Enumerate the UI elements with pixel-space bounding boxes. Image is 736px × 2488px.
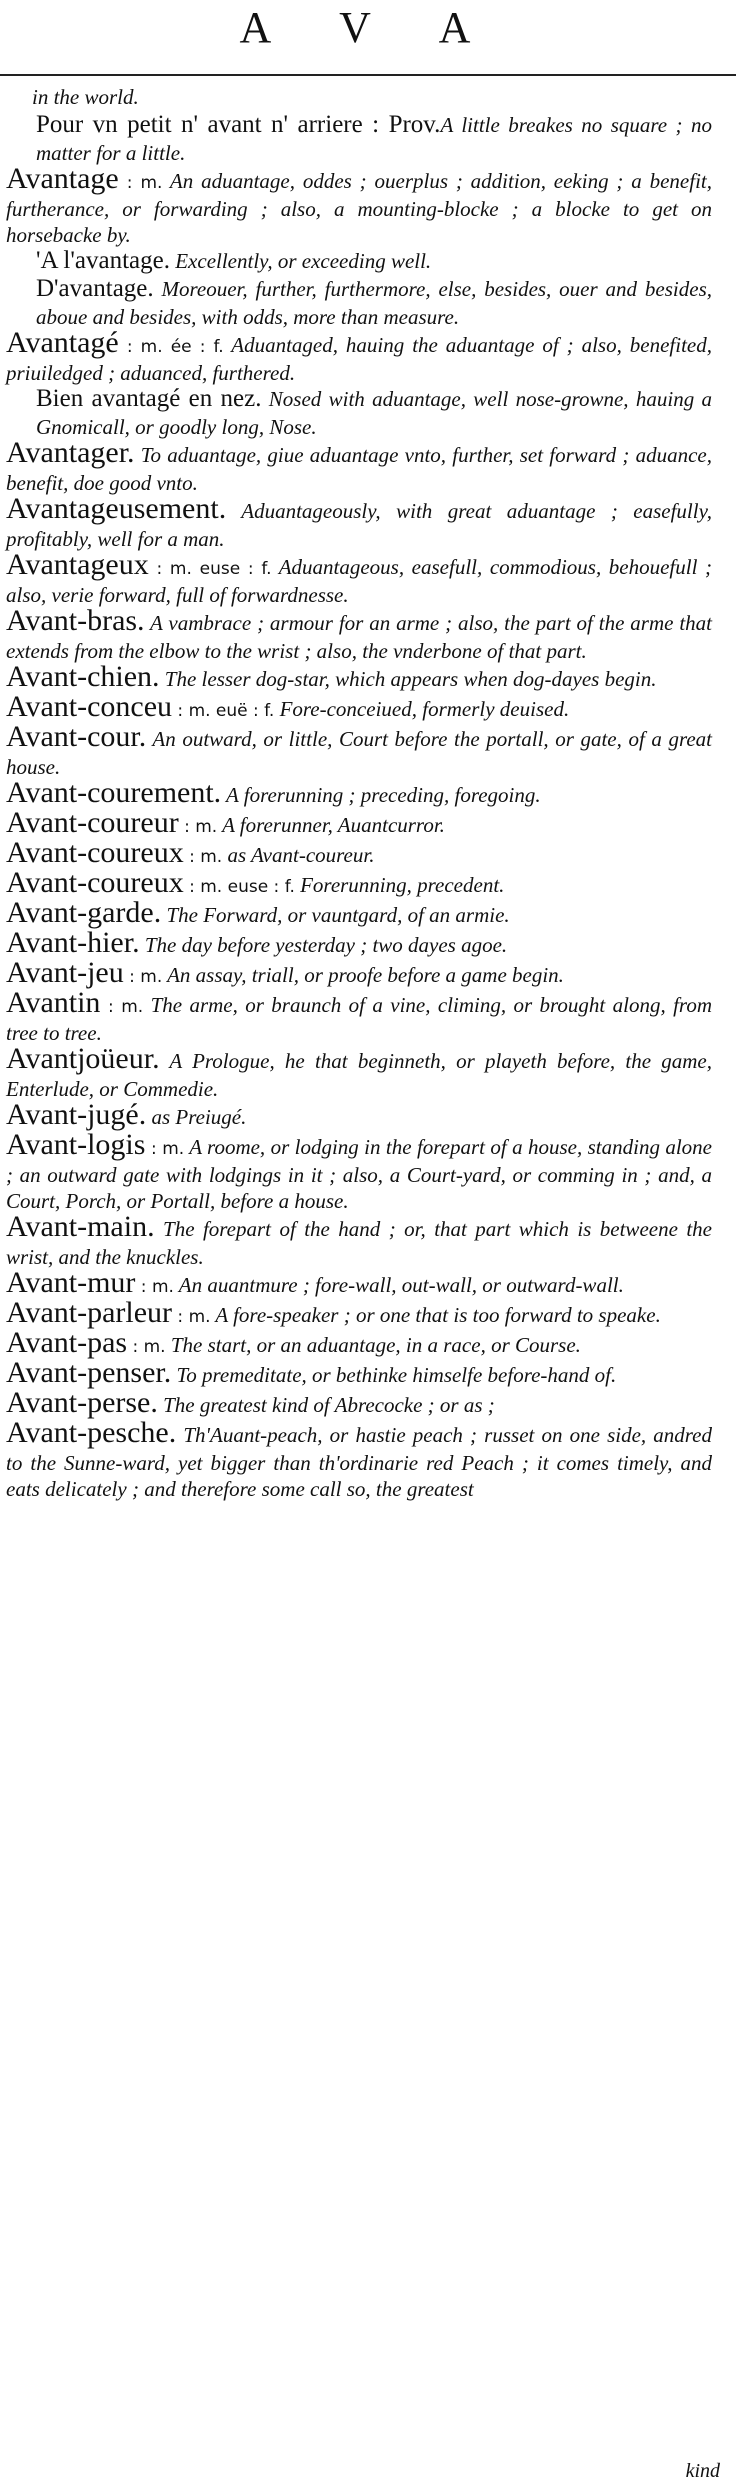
- entry-grammar: : m.: [100, 997, 144, 1017]
- entry-definition: Nosed with aduantage, well nose-growne, hauing a Gnomicall, or goodly long, Nose.: [36, 387, 712, 439]
- dictionary-entry: [6, 436, 712, 496]
- entry-definition: The Forward, or vauntgard, of an armie.: [161, 903, 510, 927]
- entry-grammar: : m.: [145, 1139, 185, 1159]
- entry-definition: The arme, or braunch of a vine, climing, or brought along, from tree to tree.: [6, 993, 712, 1045]
- dictionary-entry: [6, 1042, 712, 1102]
- entry-grammar: : m. euë : f.: [172, 701, 275, 721]
- entry-headword: Avant-jugé.: [6, 1098, 147, 1131]
- dictionary-entry: [6, 604, 712, 664]
- entry-headword: Avant-pas: [6, 1326, 128, 1359]
- entry-headword: 'A l'avantage.: [36, 247, 170, 274]
- entry-headword: Avant-jeu: [6, 956, 124, 989]
- running-head: A V A: [239, 3, 501, 52]
- entry-list: [6, 82, 712, 1502]
- dictionary-entry: [6, 248, 712, 276]
- entry-definition: A vambrace ; armour for an arme ; also, the part of the arme that extends from the elbow to the wrist ; also, the vnderbone of that part.: [6, 611, 712, 663]
- entry-headword: Avant-logis: [6, 1128, 146, 1161]
- entry-definition: An assay, triall, or proofe before a game begin.: [162, 963, 564, 987]
- entry-definition: An outward, or little, Court before the portall, or gate, of a great house.: [6, 727, 712, 779]
- entry-headword: Avant-coureur: [6, 806, 179, 839]
- dictionary-entry: [6, 1416, 712, 1502]
- dictionary-entry: [6, 492, 712, 552]
- entry-definition: The lesser dog-star, which appears when dog-dayes begin.: [159, 667, 657, 691]
- entry-grammar: : m.: [178, 817, 218, 837]
- entry-headword: Avant-courement.: [6, 776, 222, 809]
- entry-definition: Excellently, or exceeding well.: [169, 249, 432, 273]
- entry-headword: Avant-main.: [6, 1210, 155, 1243]
- dictionary-entry: [6, 386, 712, 440]
- entry-definition: The greatest kind of Abrecocke ; or as ;: [157, 1393, 495, 1417]
- entry-definition: An auantmure ; fore-wall, out-wall, or outward-wall.: [173, 1273, 624, 1297]
- entry-definition: The day before yesterday ; two dayes agoe.: [139, 933, 508, 957]
- entry-definition: as Preiugé.: [146, 1105, 247, 1129]
- entry-definition: Fore-conceiued, formerly deuised.: [274, 697, 570, 721]
- entry-headword: Avantageusement.: [6, 492, 227, 525]
- entry-grammar: : m.: [172, 1307, 211, 1327]
- entry-grammar: : m. ée : f.: [118, 337, 224, 357]
- entry-headword: Avant-coureux: [6, 866, 184, 899]
- entry-headword: Avant-bras.: [6, 604, 145, 637]
- entry-definition: in the world.: [32, 85, 139, 109]
- entry-headword: Avantin: [6, 986, 101, 1019]
- entry-grammar: : m.: [135, 1277, 174, 1297]
- entry-grammar: : m.: [123, 967, 163, 987]
- entry-definition: A forerunner, Auantcurror.: [217, 813, 445, 837]
- entry-definition: A forerunning ; preceding, foregoing.: [221, 783, 541, 807]
- header-rule: [0, 74, 736, 76]
- entry-definition: A fore-speaker ; or one that is too forward to speake.: [210, 1303, 661, 1327]
- dictionary-entry: [6, 548, 713, 608]
- entry-headword: Pour vn petit n' avant n' arriere : Prov.: [36, 111, 441, 138]
- entry-grammar: : m.: [127, 1337, 166, 1357]
- entry-headword: Avant-perse.: [6, 1386, 158, 1419]
- dictionary-entry: [6, 112, 712, 166]
- dictionary-entry: [6, 276, 712, 330]
- dictionary-entry: [6, 162, 713, 248]
- dictionary-entry: [6, 326, 712, 386]
- entry-headword: Avantagé: [6, 326, 119, 359]
- entry-definition: A little breakes no square ; no matter for a little.: [36, 113, 712, 165]
- entry-headword: Avant-conceu: [6, 690, 173, 723]
- entry-headword: Avant-cour.: [6, 720, 147, 753]
- entry-grammar: : m.: [118, 173, 163, 193]
- entry-headword: Avantager.: [6, 436, 135, 469]
- catchword: kind: [685, 2460, 720, 2482]
- entry-definition: An aduantage, oddes ; ouerplus ; addition, eeking ; a benefit, furtherance, or forwarding ; also, a mounting-blocke ; a blocke to get on horsebacke by.: [6, 169, 713, 247]
- entry-grammar: : m.: [183, 847, 223, 867]
- entry-definition: Aduantaged, hauing the aduantage of ; also, benefited, priuiledged ; aduanced, furthered.: [6, 333, 712, 385]
- entry-headword: Avantageux: [6, 548, 149, 581]
- entry-definition: The forepart of the hand ; or, that part which is betweene the wrist, and the knuckles.: [6, 1217, 712, 1269]
- dictionary-entry: [6, 986, 712, 1046]
- entry-headword: Avant-chien.: [6, 660, 160, 693]
- entry-headword: Bien avantagé en nez.: [36, 385, 262, 412]
- entry-definition: as Avant-coureur.: [222, 843, 375, 867]
- entry-headword: Avant-penser.: [6, 1356, 172, 1389]
- entry-headword: D'avantage.: [36, 275, 154, 302]
- entry-headword: Avant-hier.: [6, 926, 140, 959]
- entry-headword: Avant-garde.: [6, 896, 162, 929]
- entry-grammar: : m. euse : f.: [183, 877, 295, 897]
- entry-definition: To aduantage, giue aduantage vnto, further, set forward ; aduance, benefit, doe good vnto.: [6, 443, 712, 495]
- entry-headword: Avant-pesche.: [6, 1416, 177, 1449]
- entry-definition: Aduantageously, with great aduantage ; easefully, profitably, well for a man.: [6, 499, 712, 551]
- entry-headword: Avant-parleur: [6, 1296, 173, 1329]
- dictionary-entry: [6, 720, 712, 780]
- entry-headword: Avant-mur: [6, 1266, 136, 1299]
- entry-headword: Avant-coureux: [6, 836, 184, 869]
- entry-definition: To premeditate, or bethinke himselfe before-hand of.: [171, 1363, 617, 1387]
- dictionary-entry: [6, 1128, 712, 1214]
- dictionary-entry: [6, 82, 712, 112]
- entry-headword: Avantage: [6, 162, 119, 195]
- entry-headword: Avantjoüeur.: [6, 1042, 160, 1075]
- entry-definition: A Prologue, he that beginneth, or playeth before, the game, Enterlude, or Commedie.: [6, 1049, 712, 1101]
- dictionary-entry: [6, 1210, 712, 1270]
- page-header: [0, 2, 736, 72]
- entry-definition: Moreouer, further, furthermore, else, besides, ouer and besides, aboue and besides, with odds, more than measure.: [36, 277, 712, 329]
- entry-definition: Th'Auant-peach, or hastie peach ; russet on one side, andred to the Sunne-ward, yet bigger than th'ordinarie red Peach ; it comes timely, and eats delicately ; and therefore some call so, the greatest: [6, 1423, 712, 1501]
- entry-definition: Forerunning, precedent.: [294, 873, 505, 897]
- dictionary-entry: [6, 956, 712, 990]
- entry-definition: A roome, or lodging in the forepart of a house, standing alone ; an outward gate with lodgings in it ; also, a Court-yard, or comming in ; and, a Court, Porch, or Portall, before a house.: [6, 1135, 712, 1213]
- entry-definition: The start, or an aduantage, in a race, or Course.: [165, 1333, 581, 1357]
- entry-grammar: : m. euse : f.: [148, 559, 272, 579]
- entry-definition: Aduantageous, easefull, commodious, behouefull ; also, verie forward, full of forwardnesse.: [6, 555, 713, 607]
